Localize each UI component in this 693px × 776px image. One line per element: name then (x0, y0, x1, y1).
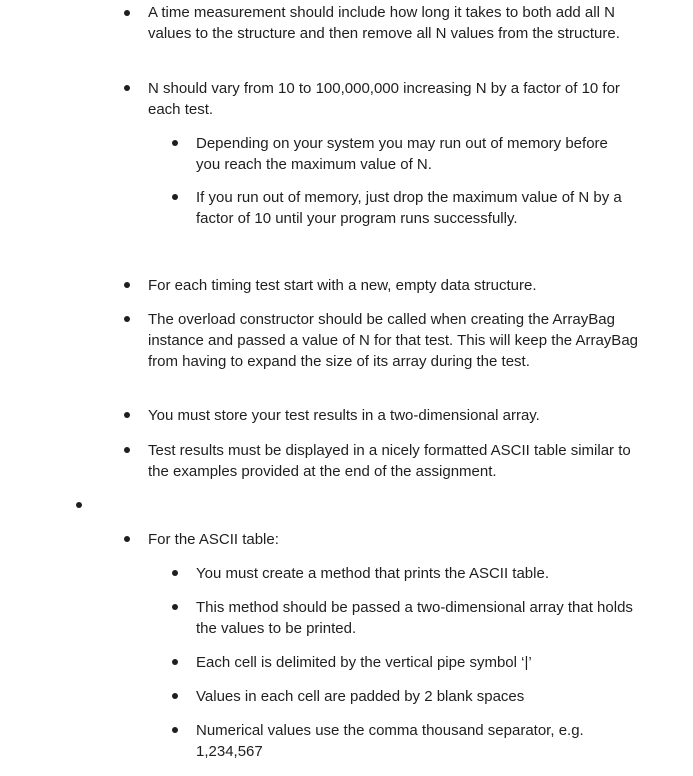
list-item-text: Test results must be displayed in a nicely formatted ASCII table similar to the examples provided at the end of the assignment. (148, 442, 631, 480)
list-item-text: Numerical values use the comma thousand separator, e.g. 1,234,567 (196, 722, 584, 760)
bullet-icon (172, 693, 178, 699)
bullet-icon (172, 570, 178, 576)
bullet-icon (172, 727, 178, 733)
list-item-text: A time measurement should include how long it takes to both add all N values to the structure and then remove all N values from the structure. (148, 4, 620, 42)
bullet-icon (76, 502, 82, 508)
list-item-text: This method should be passed a two-dimensional array that holds the values to be printed. (196, 599, 633, 637)
bullet-icon (172, 659, 178, 665)
bullet-icon (124, 536, 130, 542)
list-item-text: Depending on your system you may run out of memory before you reach the maximum value of N. (196, 135, 608, 173)
bullet-icon (124, 412, 130, 418)
bullet-icon (124, 85, 130, 91)
list-item-text: You must create a method that prints the ASCII table. (196, 565, 549, 582)
bullet-icon (124, 447, 130, 453)
list-item-text: For the ASCII table: (148, 531, 279, 548)
bullet-icon (124, 316, 130, 322)
list-item-text: The overload constructor should be called when creating the ArrayBag instance and passed a value of N for that test. This will keep the ArrayBag from having to expand the size of its array during the test. (148, 311, 638, 370)
bullet-icon (172, 140, 178, 146)
list-item-text: You must store your test results in a two-dimensional array. (148, 407, 540, 424)
bullet-icon (172, 604, 178, 610)
list-item-text: Values in each cell are padded by 2 blank spaces (196, 688, 525, 705)
bullet-icon (124, 10, 130, 16)
bullet-icon (172, 194, 178, 200)
list-item-text: Each cell is delimited by the vertical pipe symbol ‘|’ (196, 654, 532, 671)
list-item-text: If you run out of memory, just drop the maximum value of N by a factor of 10 until your program runs successfully. (196, 189, 622, 227)
bullet-icon (124, 282, 130, 288)
list-item-text: N should vary from 10 to 100,000,000 increasing N by a factor of 10 for each test. (148, 80, 620, 118)
list-item-text: For each timing test start with a new, empty data structure. (148, 277, 537, 294)
